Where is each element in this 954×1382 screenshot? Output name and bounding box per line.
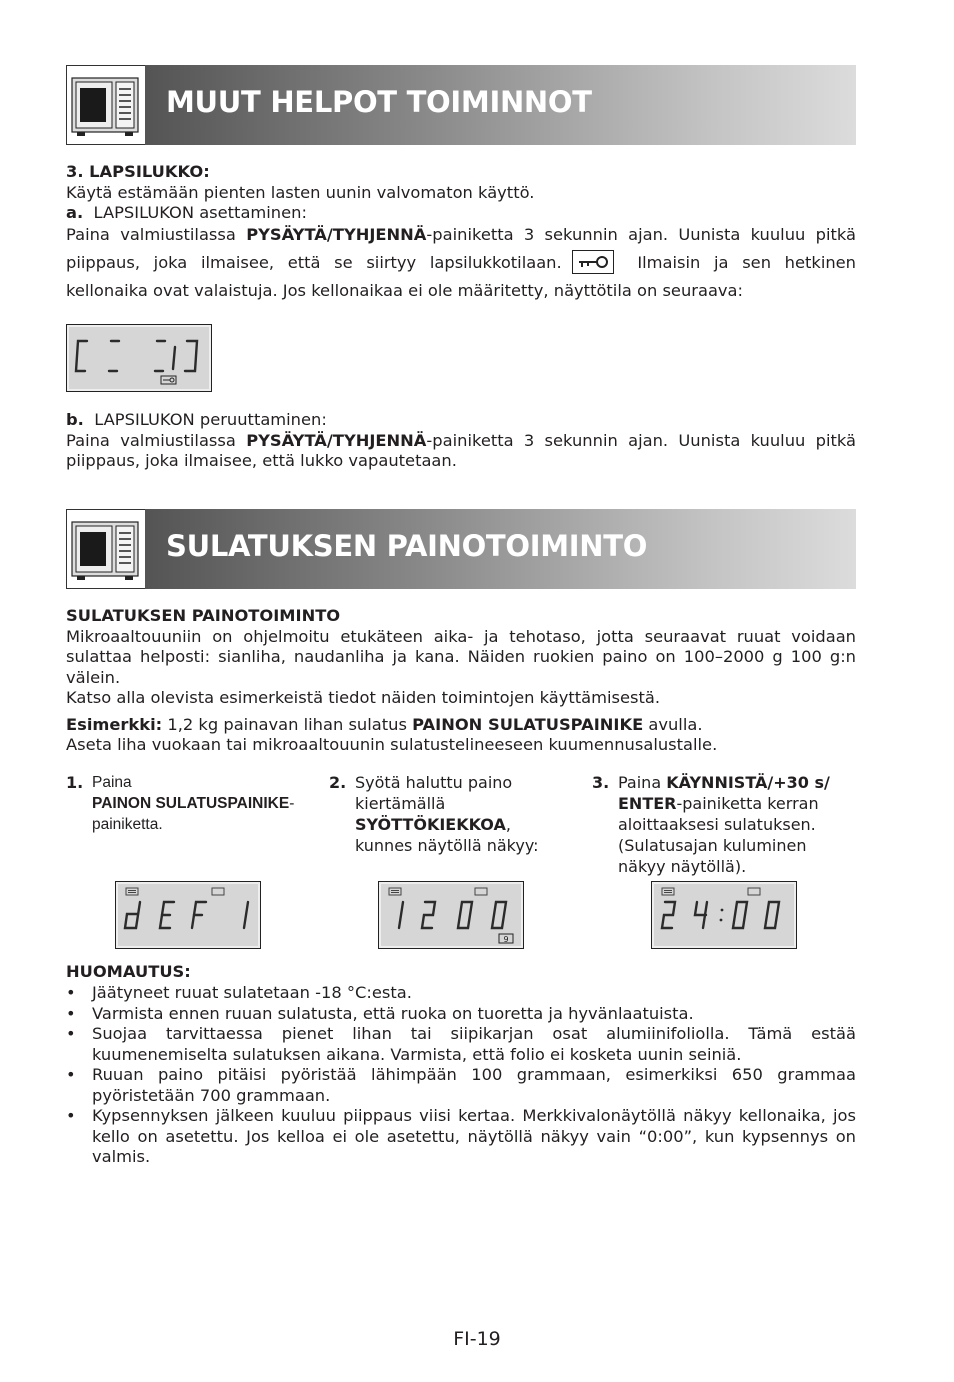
lapsilukko-b-text: Paina valmiustilassa PYSÄYTÄ/TYHJENNÄ-painiketta 3 sekunnin ajan. Uunista kuuluu pitkä piippaus, joka ilmaisee, että lukko vapautetaan. [66,430,857,470]
lapsilukko-a-text: Paina valmiustilassa PYSÄYTÄ/TYHJENNÄ-painiketta 3 sekunnin ajan. Uunista kuuluu pitkä piippaus, joka ilmaisee, että se siirtyy lapsilukkotilaan. Ilmaisin ja sen hetkinen kellonaika ovat valaistuja. Jos kellonaikaa ei ole määritetty, näyttötila on seuraava: [66,224,857,300]
sulatus-example-line2: Aseta liha vuokaan tai mikroaaltouunin sulatustelineeseen kuumennusalustalle. [66,735,718,754]
list-item: • Suojaa tarvittaessa pienet lihan tai siipikarjan osat alumiinifoliolla. Tämä estää kuumenemiselta sulatuksen aikana. Varmista, että folio ei kosketa uunin seiniä. [66,1024,856,1064]
notes-list [66,983,856,1168]
section-banner-2 [66,509,856,589]
sulatus-p1: Mikroaaltouuniin on ohjelmoitu etukäteen aika- ja tehotaso, jotta seuraavat ruuat voidaan sulattaa helposti: sianliha, naudanliha ja kana. Näiden ruokien paino on 100–2000 g 100 g:n välein. [66,626,856,687]
list-item: • Kypsennyksen jälkeen kuuluu piippaus viisi kertaa. Merkkivalonäytöllä näkyy kellonaika, jos kello on asetettu. Jos kelloa ei ole asetettu, näytöllä näkyy vain “0:00”, kun kypsennys on valmis. [66,1106,856,1166]
lapsilukko-b [66,410,856,472]
notes-heading: HUOMAUTUS: [66,962,191,981]
lapsilukko-heading: 3. LAPSILUKKO: [66,162,210,181]
sulatus-heading: SULATUKSEN PAINOTOIMINTO [66,606,341,625]
step-2: 2. Syötä haluttu paino kiertämällä SYÖTTÖKIEKKOA, kunnes näytöllä näkyy: [329,773,539,855]
microwave-icon [66,509,146,589]
microwave-icon [66,65,146,145]
section-title: MUUT HELPOT TOIMINNOT [166,85,592,119]
key-lock-icon [572,250,614,274]
display-2400 [651,881,797,949]
display-1200 [378,881,524,949]
lapsilukko-b-title: b. LAPSILUKON peruuttaminen: [66,410,327,429]
lapsilukko-section [66,162,856,305]
lapsilukko-a-title: a. LAPSILUKON asettaminen: [66,203,307,222]
section-banner-1 [66,65,856,145]
sulatus-p2: Katso alla olevista esimerkeistä tiedot näiden toimintojen käyttämisestä. [66,688,661,707]
step-3: 3. Paina KÄYNNISTÄ/+30 s/ ENTER-painiketta kerran aloittaaksesi sulatuksen. (Sulatusajan kuluminen näkyy näytöllä). [592,773,830,876]
lock-display [66,324,212,392]
list-item: • Varmista ennen ruuan sulatusta, että ruoka on tuoretta ja hyvänlaatuista. [66,1003,694,1023]
step-1: 1. Paina PAINON SULATUSPAINIKE- painiketta. [66,773,295,833]
list-item: • Ruuan paino pitäisi pyöristää lähimpään 100 grammaan, esimerkiksi 650 grammaa pyöristetään 700 grammaan. [66,1065,856,1105]
display-def1 [115,881,261,949]
page-number: FI-19 [453,1328,501,1350]
sulatus-example: Esimerkki: 1,2 kg painavan lihan sulatus PAINON SULATUSPAINIKE avulla. [66,714,703,734]
section-title: SULATUKSEN PAINOTOIMINTO [166,529,648,563]
list-item: • Jäätyneet ruuat sulatetaan -18 °C:esta. [66,983,412,1002]
weight-badge: 9 [503,935,509,944]
lapsilukko-intro: Käytä estämään pienten lasten uunin valvomaton käyttö. [66,182,535,202]
sulatus-section [66,606,856,756]
